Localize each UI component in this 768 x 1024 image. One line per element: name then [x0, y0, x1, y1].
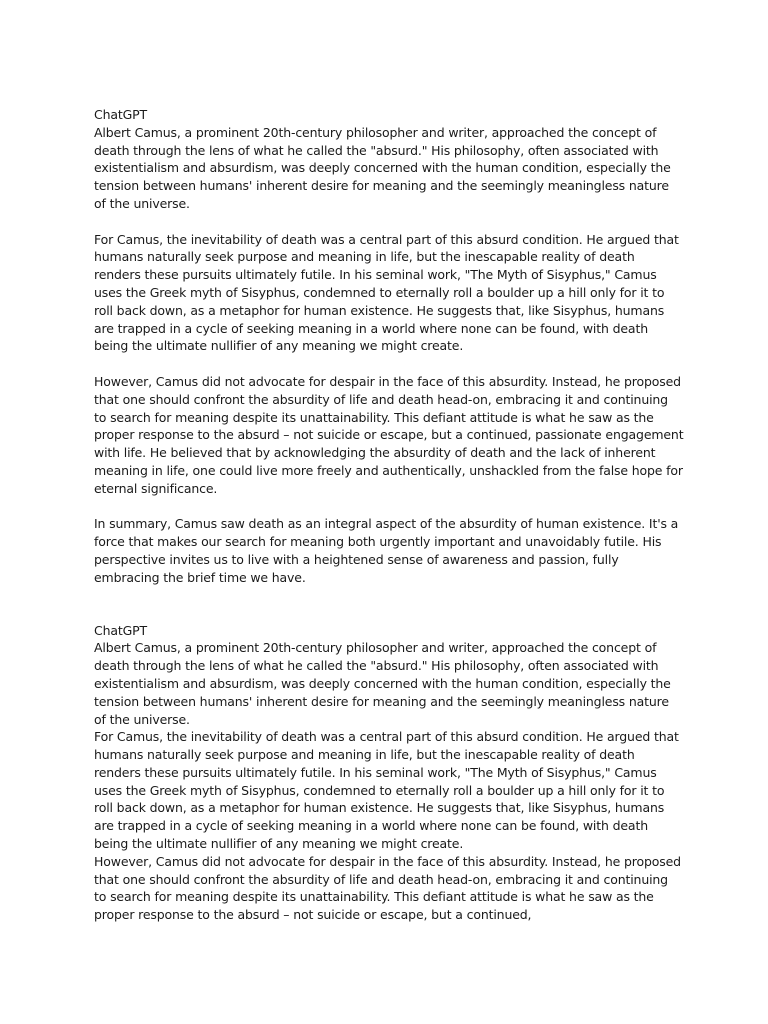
- paragraph: Albert Camus, a prominent 20th-century philosopher and writer, approached the concept of death through the lens of what he called the "absurd." His philosophy, often associated with existentialism and absurdism, was deeply concerned with the human condition, especially the tension between humans' inherent desire for meaning and the seemingly meaningless nature of the universe.: [94, 124, 671, 211]
- block-spacer: [94, 587, 684, 622]
- author-label: ChatGPT: [94, 107, 148, 122]
- document-body: [94, 106, 684, 924]
- author-label: ChatGPT: [94, 622, 148, 638]
- response-block-2: [94, 622, 684, 925]
- response-block-1: [94, 106, 684, 587]
- paragraph: Albert Camus, a prominent 20th-century philosopher and writer, approached the concept of death through the lens of what he called the "absurd." His philosophy, often associated with existentialism and absurdism, was deeply concerned with the human condition, especially the tension between humans' inherent desire for meaning and the seemingly meaningless nature of the universe.: [94, 640, 671, 727]
- paragraph: However, Camus did not advocate for despair in the face of this absurdity. Instead, he proposed that one should confront the absurdity of life and death head-on, embracing it and continuing to search for meaning despite its unattainability. This defiant attitude is what he saw as the proper response to the absurd – not suicide or escape, but a continued, passionate engagement with life. He believed that by acknowledging the absurdity of death and the lack of inherent meaning in life, one could live more freely and authentically, unshackled from the false hope for eternal significance.: [94, 373, 684, 496]
- paragraph: For Camus, the inevitability of death was a central part of this absurd condition. He argued that humans naturally seek purpose and meaning in life, but the inescapable reality of death renders these pursuits ultimately futile. In his seminal work, "The Myth of Sisyphus," Camus uses the Greek myth of Sisyphus, condemned to eternally roll a boulder up a hill only for it to roll back down, as a metaphor for human existence. He suggests that, like Sisyphus, humans are trapped in a cycle of seeking meaning in a world where none can be found, with death being the ultimate nullifier of any meaning we might create.: [94, 231, 679, 354]
- paragraph: In summary, Camus saw death as an integral aspect of the absurdity of human existence. It's a force that makes our search for meaning both urgently important and unavoidably futile. His perspective invites us to live with a heightened sense of awareness and passion, fully embracing the brief time we have.: [94, 516, 679, 585]
- paragraph: However, Camus did not advocate for despair in the face of this absurdity. Instead, he proposed that one should confront the absurdity of life and death head-on, embracing it and continuing to search for meaning despite its unattainability. This defiant attitude is what he saw as the proper response to the absurd – not suicide or escape, but a continued,: [94, 853, 681, 923]
- paragraph: For Camus, the inevitability of death was a central part of this absurd condition. He argued that humans naturally seek purpose and meaning in life, but the inescapable reality of death renders these pursuits ultimately futile. In his seminal work, "The Myth of Sisyphus," Camus uses the Greek myth of Sisyphus, condemned to eternally roll a boulder up a hill only for it to roll back down, as a metaphor for human existence. He suggests that, like Sisyphus, humans are trapped in a cycle of seeking meaning in a world where none can be found, with death being the ultimate nullifier of any meaning we might create.: [94, 729, 679, 852]
